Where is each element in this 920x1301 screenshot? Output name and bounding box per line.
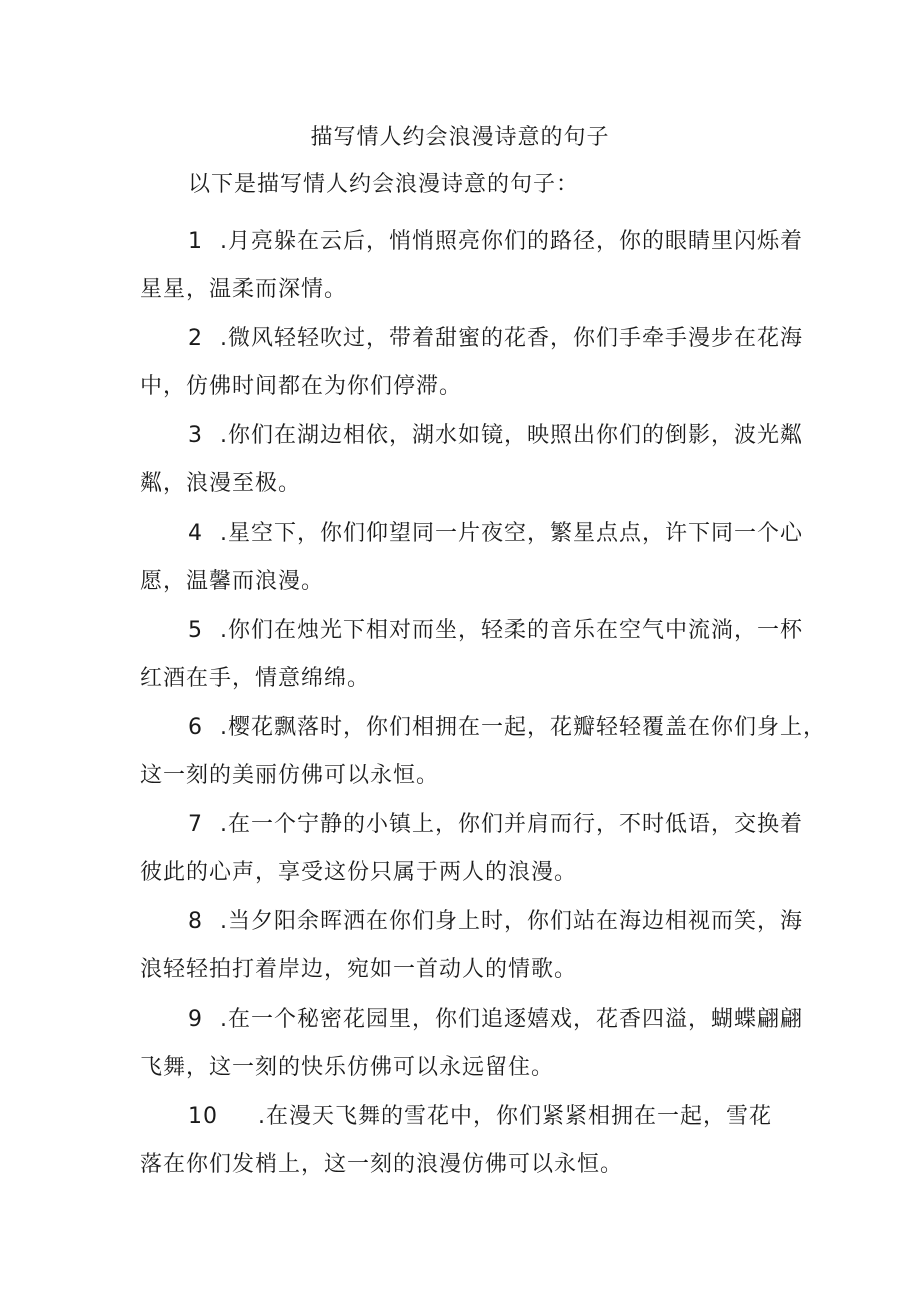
list-item bbox=[140, 898, 803, 995]
list-item bbox=[140, 1093, 800, 1190]
item-text-line1: .在一个秘密花园里，你们追逐嬉戏，花香四溢，蝴蝶翩翩 bbox=[220, 1006, 803, 1032]
list-item bbox=[140, 315, 803, 412]
item-number: 2 bbox=[188, 326, 203, 352]
item-text-line1: .微风轻轻吹过，带着甜蜜的花香，你们手牵手漫步在花海 bbox=[220, 326, 803, 352]
item-text-line1: .你们在湖边相依，湖水如镜，映照出你们的倒影，波光粼 bbox=[220, 423, 803, 449]
list-item bbox=[140, 510, 803, 607]
item-text-line2: 这一刻的美丽仿佛可以永恒。 bbox=[140, 762, 440, 788]
list-item bbox=[140, 996, 803, 1093]
item-text-line2: 中，仿佛时间都在为你们停滞。 bbox=[140, 374, 463, 400]
item-number: 4 bbox=[188, 520, 203, 546]
sentence-list bbox=[140, 218, 826, 1190]
item-text-line1: .你们在烛光下相对而坐，轻柔的音乐在空气中流淌，一杯 bbox=[220, 617, 803, 643]
item-text-line2: 红酒在手，情意绵绵。 bbox=[140, 665, 371, 691]
item-number: 9 bbox=[188, 1006, 203, 1032]
item-text-line1: .在漫天飞舞的雪花中，你们紧紧相拥在一起，雪花 bbox=[258, 1103, 772, 1129]
list-item bbox=[140, 801, 803, 898]
item-text-line2: 飞舞，这一刻的快乐仿佛可以永远留住。 bbox=[140, 1054, 555, 1080]
item-text-line1: .在一个宁静的小镇上，你们并肩而行，不时低语，交换着 bbox=[220, 812, 803, 838]
list-item bbox=[140, 412, 803, 509]
item-text-line1: .樱花飘落时，你们相拥在一起，花瓣轻轻覆盖在你们身上， bbox=[220, 714, 826, 740]
item-text-line1: .月亮躲在云后，悄悄照亮你们的路径，你的眼睛里闪烁着 bbox=[220, 229, 803, 254]
item-number: 3 bbox=[188, 423, 203, 449]
item-text-line2: 落在你们发梢上，这一刻的浪漫仿佛可以永恒。 bbox=[140, 1151, 624, 1177]
item-number: 6 bbox=[188, 714, 203, 740]
item-text-line1: .当夕阳余晖洒在你们身上时，你们站在海边相视而笑，海 bbox=[220, 909, 803, 935]
item-number: 1 bbox=[188, 229, 203, 254]
intro-text: 以下是描写情人约会浪漫诗意的句子： bbox=[188, 172, 580, 197]
list-item bbox=[140, 218, 803, 315]
item-text-line2: 粼，浪漫至极。 bbox=[140, 471, 302, 497]
item-text-line2: 浪轻轻拍打着岸边，宛如一首动人的情歌。 bbox=[140, 957, 578, 983]
list-item bbox=[140, 704, 826, 801]
item-text-line2: 彼此的心声，享受这份只属于两人的浪漫。 bbox=[140, 860, 578, 886]
list-item bbox=[140, 607, 803, 704]
item-text-line2: 愿，温馨而浪漫。 bbox=[140, 568, 325, 594]
item-number: 7 bbox=[188, 812, 203, 838]
item-text-line1: .星空下，你们仰望同一片夜空，繁星点点，许下同一个心 bbox=[220, 520, 803, 546]
item-text-line2: 星星，温柔而深情。 bbox=[140, 277, 348, 302]
item-number: 5 bbox=[188, 617, 203, 643]
item-number: 10 bbox=[188, 1103, 218, 1129]
document-title: 描写情人约会浪漫诗意的句子 bbox=[310, 125, 610, 150]
item-number: 8 bbox=[188, 909, 203, 935]
